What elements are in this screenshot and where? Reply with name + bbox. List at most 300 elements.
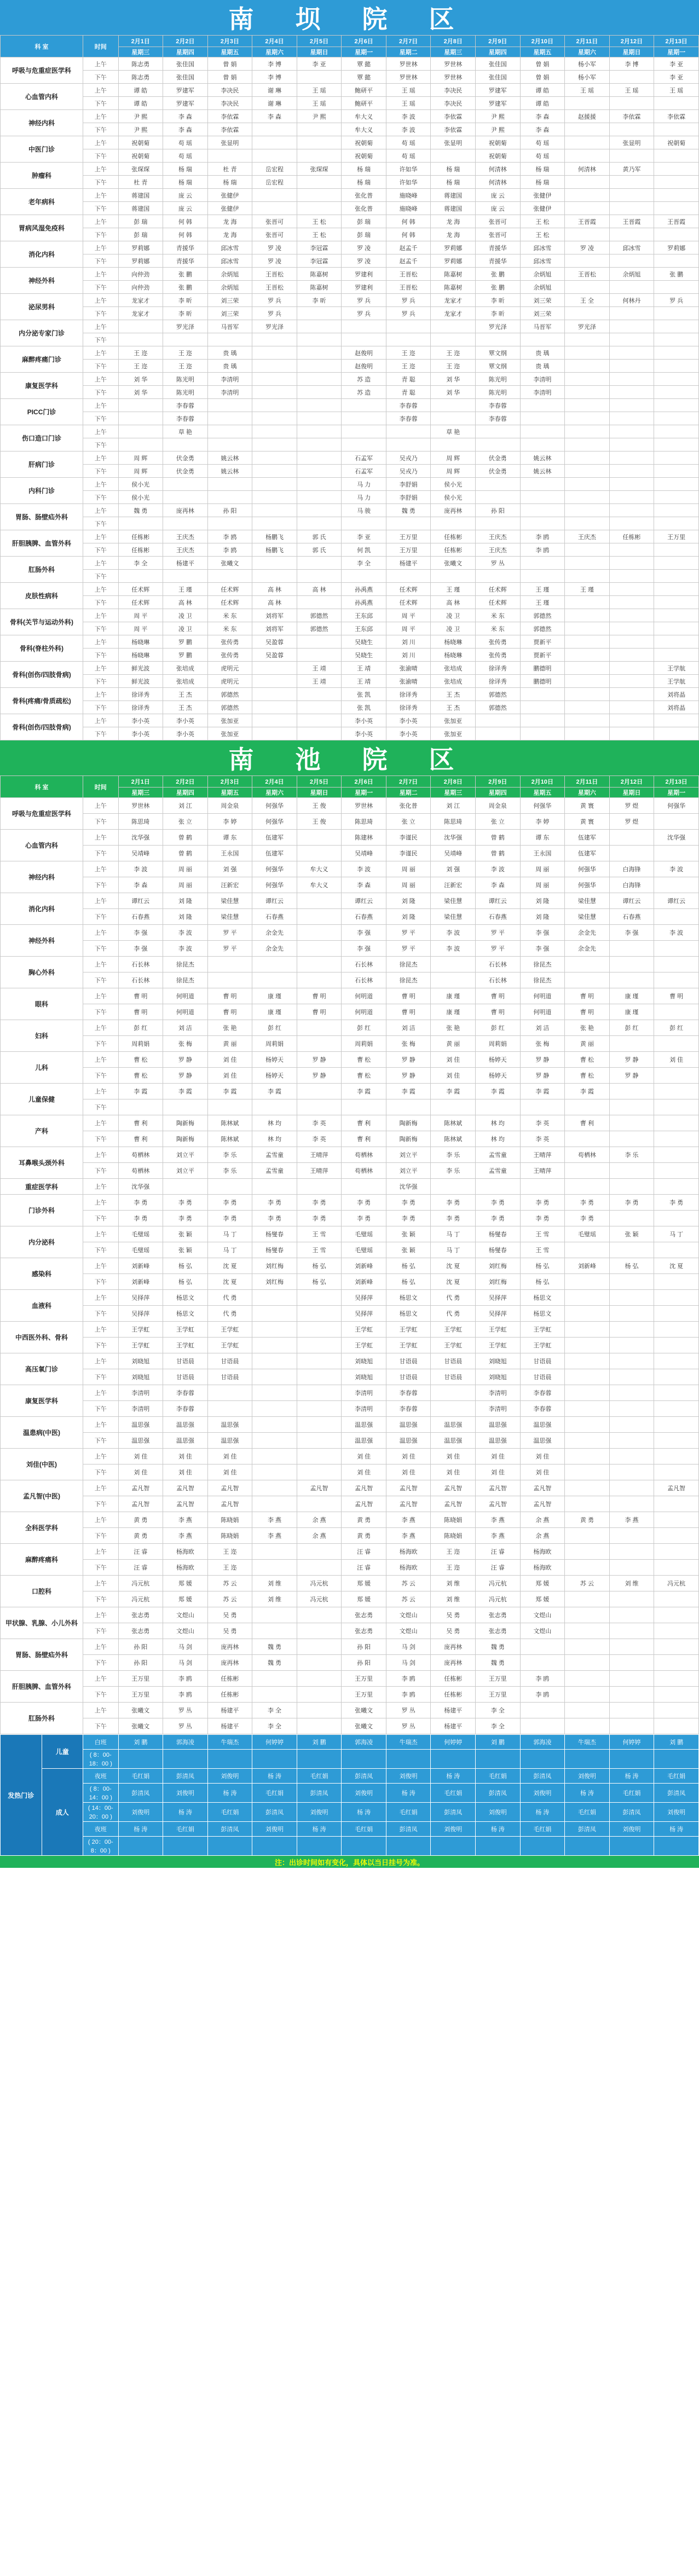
table-row (1, 149, 699, 163)
doctor-cell: 郭德然 (476, 688, 521, 701)
doctor-cell (565, 1242, 610, 1258)
doctor-cell: 黄 勇 (342, 1528, 386, 1544)
doctor-cell (565, 360, 610, 373)
doctor-cell: 郭德然 (297, 609, 342, 622)
doctor-cell: 李 燕 (163, 1512, 208, 1528)
doctor-cell: 杨婷天 (476, 1068, 521, 1084)
doctor-cell (297, 570, 342, 583)
doctor-cell: 黄乃军 (609, 163, 654, 176)
fever-doctor-cell: 毛红娟 (118, 1769, 163, 1784)
doctor-cell (565, 1703, 610, 1718)
doctor-cell (609, 1703, 654, 1718)
doctor-cell (654, 1703, 699, 1718)
doctor-cell (476, 1179, 521, 1195)
doctor-cell (520, 1639, 565, 1655)
doctor-cell (252, 136, 297, 149)
doctor-cell: 刘 华 (431, 386, 476, 399)
doctor-cell: 杨 瑞 (207, 176, 252, 189)
doctor-cell (342, 320, 386, 333)
fever-doctor-cell: 刘俊明 (565, 1769, 610, 1784)
table-row (1, 1671, 699, 1687)
doctor-cell (609, 1179, 654, 1195)
weekday-header: 星期日 (609, 47, 654, 57)
doctor-cell: 李 勇 (163, 1195, 208, 1211)
doctor-cell: 张加亚 (207, 714, 252, 727)
fever-doctor-cell: 郭海凌 (163, 1735, 208, 1750)
doctor-cell: 张加亚 (431, 714, 476, 727)
doctor-cell: 罗 凌 (565, 241, 610, 254)
doctor-cell (252, 1560, 297, 1576)
doctor-cell: 徐译秀 (386, 688, 431, 701)
period-label: 下午 (83, 543, 118, 557)
doctor-cell (297, 71, 342, 84)
doctor-cell (565, 701, 610, 714)
doctor-cell (609, 570, 654, 583)
fever-doctor-cell: 毛红娟 (386, 1803, 431, 1822)
doctor-cell: 毛璧瑶 (118, 1242, 163, 1258)
doctor-cell: 余 燕 (520, 1512, 565, 1528)
doctor-cell (654, 491, 699, 504)
doctor-cell (654, 1369, 699, 1385)
date-header: 2月7日 (386, 776, 431, 788)
doctor-cell: 孟凡智 (520, 1496, 565, 1512)
doctor-cell (252, 1369, 297, 1385)
table-row (1, 386, 699, 399)
doctor-cell: 青援华 (476, 241, 521, 254)
table-row (1, 1544, 699, 1560)
doctor-cell: 刘 隆 (520, 893, 565, 909)
doctor-cell: 马晋军 (207, 320, 252, 333)
doctor-cell: 凌 卫 (431, 622, 476, 635)
doctor-cell (609, 1163, 654, 1179)
table-row (1, 1623, 699, 1639)
doctor-cell: 祝朝菊 (342, 149, 386, 163)
doctor-cell (520, 491, 565, 504)
date-header: 2月10日 (520, 36, 565, 47)
doctor-cell: 李 燕 (476, 1528, 521, 1544)
doctor-cell (609, 1528, 654, 1544)
doctor-cell: 罗光泽 (476, 320, 521, 333)
doctor-cell: 杨海欧 (386, 1544, 431, 1560)
fever-doctor-cell: 彭清凤 (609, 1803, 654, 1822)
date-header: 2月2日 (163, 36, 208, 47)
doctor-cell: 黄 勇 (118, 1528, 163, 1544)
fever-group-label: 儿童 (42, 1735, 83, 1769)
doctor-cell: 王学虹 (431, 1338, 476, 1353)
doctor-cell: 苟栖林 (118, 1163, 163, 1179)
doctor-cell (252, 1353, 297, 1369)
doctor-cell: 徐译秀 (118, 701, 163, 714)
doctor-cell: 刘 佳 (520, 1464, 565, 1480)
doctor-cell (297, 346, 342, 360)
doctor-cell: 郭德然 (207, 688, 252, 701)
doctor-cell (297, 1306, 342, 1322)
doctor-cell: 徐译秀 (476, 675, 521, 688)
doctor-cell (565, 149, 610, 163)
doctor-cell: 白海锋 (609, 877, 654, 893)
doctor-cell: 张化普 (386, 798, 431, 814)
fever-doctor-cell: 毛红娟 (342, 1822, 386, 1837)
doctor-cell: 文煜山 (163, 1607, 208, 1623)
doctor-cell (163, 517, 208, 530)
doctor-cell: 彭 红 (476, 1020, 521, 1036)
fever-doctor-cell: 刘俊明 (386, 1769, 431, 1784)
fever-doctor-cell: 杨 涛 (476, 1822, 521, 1837)
doctor-cell (252, 465, 297, 478)
doctor-cell (520, 1179, 565, 1195)
dept-name: 内科门诊 (1, 478, 83, 504)
doctor-cell: 周 平 (386, 622, 431, 635)
doctor-cell: 刘 隆 (163, 909, 208, 925)
doctor-cell (520, 504, 565, 517)
doctor-cell: 李小英 (342, 714, 386, 727)
doctor-cell: 王学航 (654, 675, 699, 688)
doctor-cell: 何强华 (252, 877, 297, 893)
doctor-cell: 谭红云 (342, 893, 386, 909)
doctor-cell: 王 松 (297, 215, 342, 228)
doctor-cell: 余 燕 (297, 1528, 342, 1544)
doctor-cell: 李依霖 (207, 123, 252, 136)
doctor-cell: 吴择萍 (118, 1306, 163, 1322)
doctor-cell: 青 聪 (386, 373, 431, 386)
period-label: 上午 (83, 861, 118, 877)
doctor-cell: 孟凡智 (476, 1480, 521, 1496)
fever-doctor-cell: 毛红娟 (207, 1803, 252, 1822)
doctor-cell (654, 622, 699, 635)
doctor-cell (609, 1718, 654, 1734)
doctor-cell: 刘 隆 (163, 893, 208, 909)
doctor-cell (654, 228, 699, 241)
doctor-cell: 何强华 (520, 798, 565, 814)
doctor-cell (252, 1480, 297, 1496)
fever-doctor-cell: 彭清凤 (476, 1784, 521, 1803)
doctor-cell (565, 517, 610, 530)
doctor-cell: 李 波 (431, 941, 476, 957)
doctor-cell (207, 972, 252, 988)
doctor-cell: 孙禹燕 (342, 583, 386, 596)
fever-doctor-cell: 刘俊明 (207, 1769, 252, 1784)
doctor-cell: 罗建军 (163, 84, 208, 97)
doctor-cell: 刘新峰 (565, 1258, 610, 1274)
doctor-cell: 梁佳慧 (431, 909, 476, 925)
doctor-cell: 李小英 (163, 714, 208, 727)
doctor-cell: 李依霖 (654, 110, 699, 123)
doctor-cell: 陈林斌 (431, 1131, 476, 1147)
doctor-cell: 王学虹 (342, 1322, 386, 1338)
fever-doctor-cell (118, 1750, 163, 1769)
table-row (1, 649, 699, 662)
doctor-cell: 曹 松 (565, 1068, 610, 1084)
doctor-cell: 张 艳 (431, 1020, 476, 1036)
doctor-cell: 尹 熙 (476, 123, 521, 136)
doctor-cell: 温思强 (520, 1417, 565, 1433)
date-header: 2月12日 (609, 36, 654, 47)
fever-doctor-cell: 彭清凤 (654, 1784, 699, 1803)
period-label: 下午 (83, 1369, 118, 1385)
period-label: 上午 (83, 988, 118, 1004)
doctor-cell: 陈光明 (476, 373, 521, 386)
doctor-cell: 青援华 (476, 254, 521, 268)
doctor-cell: 李 勇 (252, 1195, 297, 1211)
date-header: 2月13日 (654, 776, 699, 788)
doctor-cell: 张佳国 (476, 57, 521, 71)
doctor-cell (565, 1639, 610, 1655)
doctor-cell (252, 727, 297, 740)
doctor-cell: 杨建平 (431, 1703, 476, 1718)
dept-name: 骨科(疼痛/骨质疏松) (1, 688, 83, 714)
table-row (1, 399, 699, 412)
doctor-cell (297, 957, 342, 972)
doctor-cell: 李 勇 (654, 1195, 699, 1211)
doctor-cell: 李清明 (520, 386, 565, 399)
doctor-cell: 王晋霞 (609, 215, 654, 228)
doctor-cell: 伏金勇 (163, 465, 208, 478)
doctor-cell: 余炳旭 (520, 268, 565, 281)
doctor-cell: 李 森 (163, 123, 208, 136)
doctor-cell: 任术辉 (207, 583, 252, 596)
doctor-cell: 杨建平 (163, 557, 208, 570)
doctor-cell: 李 强 (342, 925, 386, 941)
doctor-cell: 郑 媛 (163, 1576, 208, 1591)
doctor-cell: 沈华强 (386, 1179, 431, 1195)
doctor-cell (654, 202, 699, 215)
dept-name: 重症医学科 (1, 1179, 83, 1195)
fever-doctor-cell (431, 1837, 476, 1856)
doctor-cell: 杨鹏飞 (252, 543, 297, 557)
doctor-cell: 周 丽 (163, 861, 208, 877)
doctor-cell: 苟栖林 (342, 1163, 386, 1179)
doctor-cell: 孙 阳 (118, 1639, 163, 1655)
doctor-cell: 杨思文 (163, 1306, 208, 1322)
period-label: 下午 (83, 675, 118, 688)
doctor-cell: 李春蓉 (386, 412, 431, 425)
doctor-cell (654, 609, 699, 622)
doctor-cell: 罗光泽 (252, 320, 297, 333)
doctor-cell (252, 189, 297, 202)
doctor-cell: 罗 凌 (342, 241, 386, 254)
doctor-cell (386, 333, 431, 346)
date-header: 2月6日 (342, 776, 386, 788)
doctor-cell (520, 557, 565, 570)
doctor-cell: 李 鸥 (386, 1687, 431, 1703)
doctor-cell (565, 228, 610, 241)
fever-group-label: 成人 (42, 1769, 83, 1856)
doctor-cell: 陶新梅 (386, 1131, 431, 1147)
fever-doctor-cell: 牛瑞杰 (565, 1735, 610, 1750)
doctor-cell: 王万里 (118, 1687, 163, 1703)
dept-name: 口腔科 (1, 1576, 83, 1607)
doctor-cell (609, 635, 654, 649)
table-row (1, 662, 699, 675)
doctor-cell: 刘 强 (431, 861, 476, 877)
doctor-cell (654, 814, 699, 830)
doctor-cell: 张传勇 (207, 635, 252, 649)
doctor-cell: 刘立平 (163, 1163, 208, 1179)
doctor-cell: 李 强 (118, 941, 163, 957)
doctor-cell: 罗莉娜 (118, 241, 163, 254)
doctor-cell: 刘 洁 (163, 1020, 208, 1036)
section1-table-wrap (0, 35, 699, 740)
dept-name: 感染科 (1, 1258, 83, 1290)
fever-doctor-cell: 杨 涛 (520, 1803, 565, 1822)
doctor-cell: 余金先 (565, 941, 610, 957)
doctor-cell (565, 136, 610, 149)
doctor-cell: 张曦文 (342, 1718, 386, 1734)
doctor-cell: 李 鸥 (520, 543, 565, 557)
doctor-cell: 王 迩 (431, 346, 476, 360)
doctor-cell (252, 1099, 297, 1115)
weekday-header: 星期日 (609, 788, 654, 798)
fever-doctor-cell: 刘 鹏 (476, 1735, 521, 1750)
doctor-cell (297, 1401, 342, 1417)
doctor-cell: 李 波 (476, 861, 521, 877)
doctor-cell: 李 勇 (207, 1211, 252, 1226)
table-row (1, 1147, 699, 1163)
doctor-cell: 米 东 (476, 609, 521, 622)
doctor-cell: 沈华强 (431, 830, 476, 846)
fever-time-label: ( 8：00-18：00 ) (83, 1750, 118, 1769)
doctor-cell (565, 727, 610, 740)
doctor-cell: 李 昕 (297, 294, 342, 307)
doctor-cell: 岳宏程 (252, 176, 297, 189)
doctor-cell (565, 478, 610, 491)
doctor-cell: 杨鹏飞 (252, 530, 297, 543)
doctor-cell: 杨 瑞 (520, 176, 565, 189)
doctor-cell: 孙禹燕 (342, 596, 386, 609)
doctor-cell (654, 1687, 699, 1703)
doctor-cell (297, 399, 342, 412)
doctor-cell: 龙 海 (207, 228, 252, 241)
doctor-cell (654, 877, 699, 893)
doctor-cell (252, 662, 297, 675)
doctor-cell (565, 1655, 610, 1671)
doctor-cell (297, 451, 342, 465)
fever-doctor-cell (386, 1837, 431, 1856)
doctor-cell: 苏 云 (207, 1576, 252, 1591)
doctor-cell: 张晋可 (252, 228, 297, 241)
doctor-cell (609, 1338, 654, 1353)
doctor-cell (342, 333, 386, 346)
fever-doctor-cell: 杨 涛 (609, 1769, 654, 1784)
doctor-cell (297, 1084, 342, 1099)
dept-name: 胃肠、肠壁疝外科 (1, 504, 83, 530)
doctor-cell: 曾 鹤 (163, 846, 208, 861)
fever-time-label: ( 8：00-14：00 ) (83, 1784, 118, 1803)
doctor-cell: 陈晓娟 (207, 1512, 252, 1528)
doctor-cell: 罗光泽 (565, 320, 610, 333)
doctor-cell: 李春蓉 (386, 399, 431, 412)
doctor-cell: 王 迩 (431, 1544, 476, 1560)
doctor-cell: 谭红云 (476, 893, 521, 909)
period-label: 下午 (83, 596, 118, 609)
doctor-cell: 徐译秀 (386, 701, 431, 714)
doctor-cell (609, 202, 654, 215)
dept-name: 泌尿男科 (1, 294, 83, 320)
doctor-cell: 杨小军 (565, 71, 610, 84)
doctor-cell: 张 凯 (342, 701, 386, 714)
period-label: 上午 (83, 557, 118, 570)
doctor-cell: 李 强 (609, 925, 654, 941)
fever-doctor-cell (520, 1750, 565, 1769)
table-row (1, 202, 699, 215)
doctor-cell (565, 1163, 610, 1179)
doctor-cell: 祝朝菊 (118, 149, 163, 163)
fever-doctor-cell: 彭清凤 (297, 1784, 342, 1803)
doctor-cell (118, 517, 163, 530)
doctor-cell: 王学虹 (163, 1322, 208, 1338)
doctor-cell: 康 瑾 (609, 988, 654, 1004)
date-header: 2月12日 (609, 776, 654, 788)
doctor-cell (654, 1274, 699, 1290)
date-header: 2月8日 (431, 776, 476, 788)
doctor-cell: 李决民 (207, 84, 252, 97)
doctor-cell (565, 972, 610, 988)
doctor-cell: 何强华 (252, 861, 297, 877)
doctor-cell: 李春蓉 (163, 412, 208, 425)
doctor-cell (654, 1417, 699, 1433)
doctor-cell (609, 1560, 654, 1576)
doctor-cell: 孙 阳 (342, 1639, 386, 1655)
period-label: 上午 (83, 1226, 118, 1242)
doctor-cell (609, 830, 654, 846)
doctor-cell (342, 438, 386, 451)
doctor-cell: 吴择萍 (342, 1306, 386, 1322)
fever-doctor-cell: 刘 鹏 (297, 1735, 342, 1750)
doctor-cell: 龙家才 (118, 307, 163, 320)
fever-doctor-cell (609, 1750, 654, 1769)
doctor-cell: 王学虹 (342, 1338, 386, 1353)
doctor-cell: 李 鸥 (520, 1687, 565, 1703)
doctor-cell: 米 东 (207, 609, 252, 622)
doctor-cell: 张曦文 (118, 1718, 163, 1734)
doctor-cell (297, 1687, 342, 1703)
doctor-cell (565, 333, 610, 346)
doctor-cell: 李清明 (118, 1385, 163, 1401)
doctor-cell: 徐译秀 (476, 662, 521, 675)
doctor-cell (654, 1544, 699, 1560)
doctor-cell (609, 1655, 654, 1671)
period-label: 上午 (83, 57, 118, 71)
doctor-cell: 孟凡智 (342, 1496, 386, 1512)
doctor-cell: 刘 江 (163, 798, 208, 814)
table-row (1, 1290, 699, 1306)
period-label: 上午 (83, 1703, 118, 1718)
doctor-cell: 尹 熙 (297, 110, 342, 123)
table-row (1, 1401, 699, 1417)
doctor-cell: 魏 勇 (476, 1639, 521, 1655)
fever-doctor-cell: 毛红娟 (163, 1822, 208, 1837)
doctor-cell: 祝朝菊 (342, 136, 386, 149)
doctor-cell: 贵 瑀 (520, 346, 565, 360)
doctor-cell: 邱冰雪 (207, 241, 252, 254)
period-label: 上午 (83, 399, 118, 412)
doctor-cell: 谭红云 (252, 893, 297, 909)
doctor-cell: 李 强 (342, 941, 386, 957)
doctor-cell: 吴盈蓉 (252, 649, 297, 662)
doctor-cell (609, 846, 654, 861)
doctor-cell (654, 97, 699, 110)
table-row (1, 893, 699, 909)
dept-name: 肛肠外科 (1, 557, 83, 583)
doctor-cell: 何清林 (565, 163, 610, 176)
doctor-cell: 赵俊明 (342, 346, 386, 360)
table-row (1, 1163, 699, 1179)
doctor-cell: 曾 娟 (520, 57, 565, 71)
doctor-cell: 曹 利 (565, 1115, 610, 1131)
table-row (1, 583, 699, 596)
doctor-cell: 文煜山 (520, 1607, 565, 1623)
doctor-cell: 冯元杭 (476, 1591, 521, 1607)
